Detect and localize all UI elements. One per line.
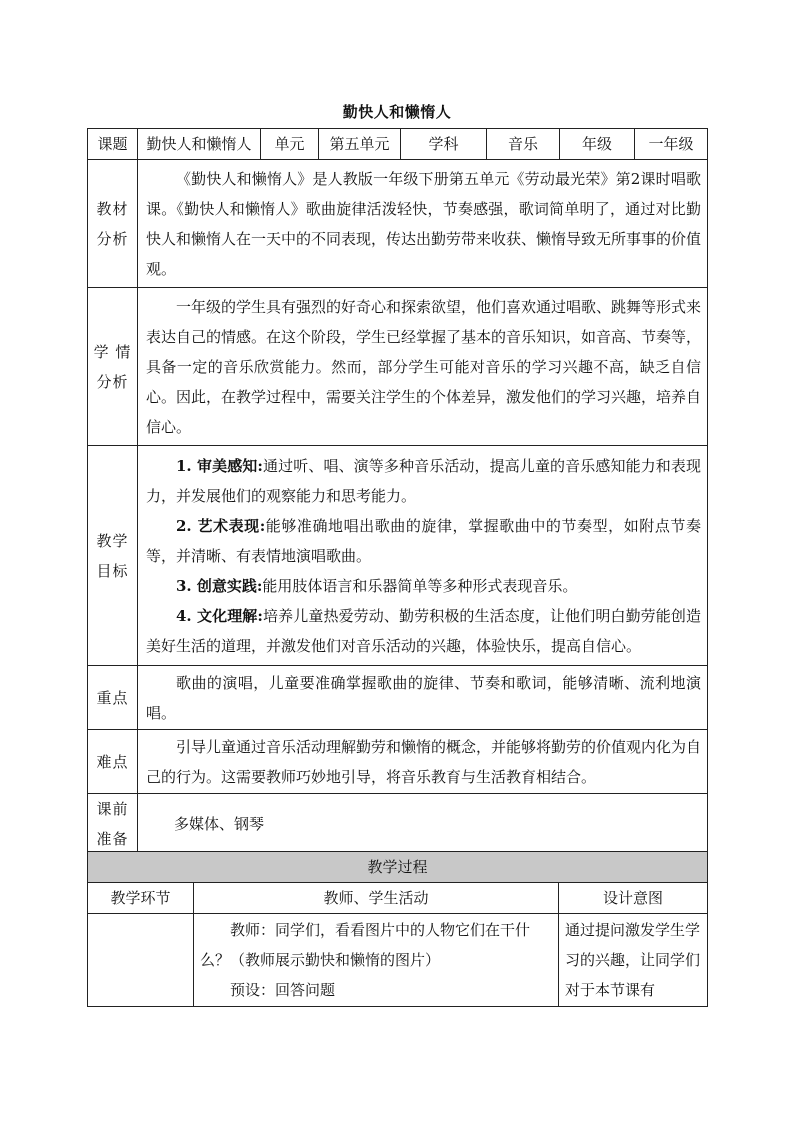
students-row — [88, 288, 708, 446]
prep-label-line2: 准备 — [96, 830, 129, 848]
intent-cell — [559, 914, 708, 1007]
goals-label-line2: 目标 — [96, 561, 129, 580]
goals-row — [88, 446, 708, 666]
key-point-text: 歌曲的演唱，儿童要准确掌握歌曲的旋律、节奏和歌词，能够清晰、流利地演唱。 — [146, 673, 701, 722]
key-point-cell — [138, 666, 708, 730]
unit-value: 第五单元 — [319, 129, 401, 160]
prep-label-line1: 课前 — [96, 800, 129, 818]
students-label — [88, 288, 138, 446]
intent-text: 通过提问激发学生学习的兴趣，让同学们对于本节课有 — [565, 921, 701, 999]
difficulty-cell — [138, 730, 708, 794]
process-header-row — [88, 852, 708, 883]
goal-text: 能够准确地唱出歌曲的旋律，掌握歌曲中的节奏型，如附点节奏等，并清晰、有表情地演唱歌曲。 — [146, 516, 701, 565]
goal-head: 4. 文化理解: — [176, 606, 263, 625]
goal-text: 通过听、唱、演等多种音乐活动，提高儿童的音乐感知能力和表现力，并发展他们的观察能力和思考能力。 — [146, 456, 701, 505]
key-point-label: 重点 — [88, 666, 138, 730]
activity-text: 教师：同学们，看看图片中的人物它们在干什么？（教师展示勤快和懒惰的图片） — [200, 921, 531, 969]
topic-label: 课题 — [88, 129, 138, 160]
goal-text: 培养儿童热爱劳动、勤劳积极的生活态度，让他们明白勤劳能创造美好生活的道理，并激发他们对音乐活动的兴趣，体验快乐，提高自信心。 — [146, 606, 701, 655]
difficulty-text: 引导儿童通过音乐活动理解勤劳和懒惰的概念，并能够将勤劳的价值观内化为自己的行为。这需要教师巧妙地引导，将音乐教育与生活教育相结合。 — [146, 737, 702, 786]
topic-value: 勤快人和懒惰人 — [138, 129, 261, 160]
goal-item — [146, 601, 701, 661]
lesson-plan-table — [87, 128, 708, 855]
grade-label: 年级 — [560, 129, 635, 160]
activity-text: 预设：回答问题 — [230, 981, 336, 999]
students-cell — [138, 288, 708, 446]
col-stage-header: 教学环节 — [88, 883, 194, 914]
students-label-line1: 学 情 — [93, 342, 132, 361]
goal-item — [146, 571, 701, 601]
material-label-line1: 教材 — [96, 199, 129, 218]
goal-head: 2. 艺术表现: — [176, 516, 266, 535]
prep-text: 多媒体、钢琴 — [138, 794, 708, 855]
subject-value: 音乐 — [487, 129, 560, 160]
process-table — [87, 851, 708, 1007]
difficulty-row — [88, 730, 708, 794]
goal-item — [146, 451, 701, 511]
process-header: 教学过程 — [88, 852, 708, 883]
unit-label: 单元 — [261, 129, 319, 160]
process-columns-row — [88, 883, 708, 914]
students-text: 一年级的学生具有强烈的好奇心和探索欲望，他们喜欢通过唱歌、跳舞等形式来表达自己的情感。在这个阶段，学生已经掌握了基本的音乐知识，如音高、节奏等，具备一定的音乐欣赏能力。然而，部分学生可能对音乐的学习兴趣不高，缺乏自信心。因此，在教学过程中，需要关注学生的个体差异，激发他们的学习兴趣，培养自信心。 — [146, 297, 702, 436]
material-row — [88, 160, 708, 288]
activity-cell — [194, 914, 559, 1007]
goal-text: 能用肢体语言和乐器简单等多种形式表现音乐。 — [262, 576, 578, 595]
difficulty-label: 难点 — [88, 730, 138, 794]
info-row — [88, 129, 708, 160]
material-cell — [138, 160, 708, 288]
subject-label: 学科 — [401, 129, 487, 160]
prep-label — [88, 794, 138, 855]
goal-item — [146, 511, 701, 571]
col-intent-header: 设计意图 — [559, 883, 708, 914]
grade-value: 一年级 — [635, 129, 708, 160]
prep-row — [88, 794, 708, 855]
material-text: 《勤快人和懒惰人》是人教版一年级下册第五单元《劳动最光荣》第2课时唱歌课。《勤快人和懒惰人》歌曲旋律活泼轻快，节奏感强，歌词简单明了，通过对比勤快人和懒惰人在一天中的不同表现，传达出勤劳带来收获、懒惰导致无所事事的价值观。 — [146, 169, 702, 278]
students-label-line2: 分析 — [96, 372, 129, 391]
stage-cell — [88, 914, 194, 1007]
goal-head: 3. 创意实践: — [176, 576, 263, 595]
goals-cell — [138, 446, 708, 666]
key-point-row — [88, 666, 708, 730]
goals-label-line1: 教学 — [96, 531, 129, 550]
goal-head: 1. 审美感知: — [176, 456, 263, 475]
process-row — [88, 914, 708, 1007]
material-label — [88, 160, 138, 288]
goals-label — [88, 446, 138, 666]
material-label-line2: 分析 — [96, 229, 129, 248]
document-title: 勤快人和懒惰人 — [342, 103, 452, 121]
col-activity-header: 教师、学生活动 — [194, 883, 559, 914]
